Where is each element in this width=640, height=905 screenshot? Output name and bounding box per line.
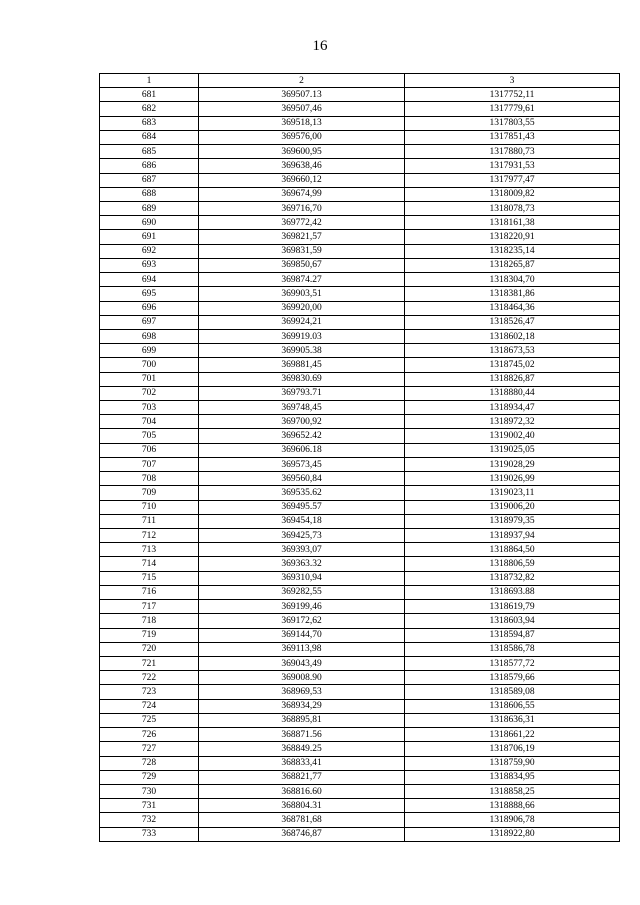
coordinate-x-cell: 369700,92 [199,415,405,429]
coordinate-x-cell: 369172,62 [199,614,405,628]
coordinate-x-cell: 369560,84 [199,472,405,486]
table-row [100,713,620,727]
coordinate-y-cell: 1317803,55 [405,116,620,130]
table-row [100,742,620,756]
coordinate-x-cell: 369573,45 [199,457,405,471]
table-row [100,429,620,443]
coordinate-y-cell: 1318602,18 [405,329,620,343]
table-body [100,88,620,842]
point-number-cell: 709 [100,486,199,500]
coordinate-x-cell: 369674,99 [199,187,405,201]
table-row [100,827,620,841]
coordinate-x-cell: 369310,94 [199,571,405,585]
table-row [100,557,620,571]
table-row [100,258,620,272]
table-row [100,287,620,301]
table-row [100,728,620,742]
coordinate-x-cell: 368871.56 [199,728,405,742]
coordinate-y-cell: 1318864,50 [405,543,620,557]
coordinate-y-cell: 1318220,91 [405,230,620,244]
coordinate-x-cell: 369043,49 [199,656,405,670]
coordinate-x-cell: 369113,98 [199,642,405,656]
table-row [100,401,620,415]
coordinate-y-cell: 1319025,05 [405,443,620,457]
coordinate-y-cell: 1318979,35 [405,514,620,528]
coordinate-y-cell: 1318161,38 [405,216,620,230]
coordinate-x-cell: 368816.60 [199,784,405,798]
coordinate-y-cell: 1318603,94 [405,614,620,628]
column-header-3: 3 [405,74,620,88]
coordinate-y-cell: 1318972,32 [405,415,620,429]
point-number-cell: 701 [100,372,199,386]
coordinate-x-cell: 369507,46 [199,102,405,116]
point-number-cell: 713 [100,543,199,557]
table-row [100,88,620,102]
coordinate-x-cell: 369748,45 [199,401,405,415]
point-number-cell: 695 [100,287,199,301]
coordinate-x-cell: 369199,46 [199,600,405,614]
table-row [100,244,620,258]
table-row [100,642,620,656]
point-number-cell: 719 [100,628,199,642]
table-row [100,543,620,557]
coordinate-x-cell: 369518,13 [199,116,405,130]
coordinate-x-cell: 368746,87 [199,827,405,841]
coordinate-y-cell: 1318661,22 [405,728,620,742]
coordinate-y-cell: 1318759,90 [405,756,620,770]
coordinate-x-cell: 368969,53 [199,685,405,699]
coordinate-y-cell: 1318888,66 [405,799,620,813]
coordinate-y-cell: 1317752,11 [405,88,620,102]
table-row [100,514,620,528]
coordinate-x-cell: 369830.69 [199,372,405,386]
coordinate-x-cell: 369924,21 [199,315,405,329]
point-number-cell: 681 [100,88,199,102]
point-number-cell: 708 [100,472,199,486]
coordinate-y-cell: 1318745,02 [405,358,620,372]
point-number-cell: 687 [100,173,199,187]
coordinate-y-cell: 1317977,47 [405,173,620,187]
coordinate-y-cell: 1317779,61 [405,102,620,116]
coordinates-table [99,73,620,842]
coordinate-x-cell: 369638,46 [199,159,405,173]
table-row [100,145,620,159]
table-row [100,571,620,585]
coordinate-y-cell: 1319023,11 [405,486,620,500]
table-row [100,600,620,614]
coordinate-x-cell: 369363.32 [199,557,405,571]
point-number-cell: 707 [100,457,199,471]
point-number-cell: 728 [100,756,199,770]
point-number-cell: 682 [100,102,199,116]
page-number: 16 [312,38,328,54]
point-number-cell: 729 [100,770,199,784]
table-row [100,699,620,713]
point-number-cell: 718 [100,614,199,628]
point-number-cell: 710 [100,500,199,514]
point-number-cell: 732 [100,813,199,827]
point-number-cell: 712 [100,529,199,543]
point-number-cell: 690 [100,216,199,230]
coordinate-x-cell: 369507.13 [199,88,405,102]
table-row [100,173,620,187]
table-row [100,472,620,486]
coordinate-x-cell: 369831,59 [199,244,405,258]
point-number-cell: 686 [100,159,199,173]
coordinate-y-cell: 1318693.88 [405,585,620,599]
coordinate-y-cell: 1318934,47 [405,401,620,415]
coordinate-x-cell: 369425,73 [199,529,405,543]
table-row [100,415,620,429]
table-row [100,329,620,343]
point-number-cell: 731 [100,799,199,813]
coordinate-y-cell: 1319028,29 [405,457,620,471]
coordinate-x-cell: 369874.27 [199,273,405,287]
table-row [100,500,620,514]
coordinate-x-cell: 369576,00 [199,130,405,144]
table-row [100,116,620,130]
coordinate-y-cell: 1318464,36 [405,301,620,315]
coordinate-x-cell: 369903,51 [199,287,405,301]
coordinate-x-cell: 369454,18 [199,514,405,528]
coordinate-x-cell: 369920,00 [199,301,405,315]
point-number-cell: 702 [100,386,199,400]
coordinate-x-cell: 369793.71 [199,386,405,400]
coordinate-y-cell: 1318619,79 [405,600,620,614]
coordinate-x-cell: 369008.90 [199,671,405,685]
point-number-cell: 714 [100,557,199,571]
point-number-cell: 697 [100,315,199,329]
coordinate-x-cell: 368934,29 [199,699,405,713]
coordinate-x-cell: 369282,55 [199,585,405,599]
coordinate-y-cell: 1319026,99 [405,472,620,486]
coordinate-y-cell: 1318937,94 [405,529,620,543]
point-number-cell: 698 [100,329,199,343]
coordinate-x-cell: 369919.03 [199,329,405,343]
coordinate-x-cell: 369772,42 [199,216,405,230]
coordinate-y-cell: 1318673,53 [405,344,620,358]
point-number-cell: 693 [100,258,199,272]
table-row [100,315,620,329]
point-number-cell: 689 [100,201,199,215]
coordinate-y-cell: 1318526,47 [405,315,620,329]
coordinate-y-cell: 1318606,55 [405,699,620,713]
coordinate-x-cell: 369144,70 [199,628,405,642]
table-row [100,685,620,699]
table-row [100,301,620,315]
table-header [100,74,620,88]
table-row [100,813,620,827]
coordinate-y-cell: 1318579,66 [405,671,620,685]
point-number-cell: 720 [100,642,199,656]
coordinate-y-cell: 1318577,72 [405,656,620,670]
coordinate-y-cell: 1317851,43 [405,130,620,144]
point-number-cell: 700 [100,358,199,372]
point-number-cell: 724 [100,699,199,713]
table-row [100,344,620,358]
point-number-cell: 704 [100,415,199,429]
table-row [100,756,620,770]
column-header-2: 2 [199,74,405,88]
table-row [100,628,620,642]
coordinate-x-cell: 368821,77 [199,770,405,784]
table-row [100,770,620,784]
coordinate-y-cell: 1318235,14 [405,244,620,258]
table-row [100,159,620,173]
point-number-cell: 703 [100,401,199,415]
point-number-cell: 725 [100,713,199,727]
coordinate-y-cell: 1318586,78 [405,642,620,656]
point-number-cell: 716 [100,585,199,599]
coordinate-x-cell: 368804.31 [199,799,405,813]
coordinate-x-cell: 369495.57 [199,500,405,514]
coordinate-x-cell: 369821,57 [199,230,405,244]
point-number-cell: 688 [100,187,199,201]
point-number-cell: 722 [100,671,199,685]
point-number-cell: 715 [100,571,199,585]
coordinate-x-cell: 369393,07 [199,543,405,557]
point-number-cell: 717 [100,600,199,614]
table-row [100,216,620,230]
point-number-cell: 691 [100,230,199,244]
coordinate-y-cell: 1318706,19 [405,742,620,756]
coordinate-y-cell: 1318732,82 [405,571,620,585]
table-row [100,443,620,457]
table-row [100,614,620,628]
point-number-cell: 726 [100,728,199,742]
table-row [100,656,620,670]
table-row [100,799,620,813]
point-number-cell: 711 [100,514,199,528]
coordinate-x-cell: 369535.62 [199,486,405,500]
coordinate-x-cell: 369600,95 [199,145,405,159]
coordinate-y-cell: 1317880,73 [405,145,620,159]
coordinate-x-cell: 369905.38 [199,344,405,358]
coordinate-y-cell: 1318009,82 [405,187,620,201]
point-number-cell: 699 [100,344,199,358]
table-row [100,671,620,685]
table-row [100,372,620,386]
table-row [100,529,620,543]
coordinate-y-cell: 1318834,95 [405,770,620,784]
coordinate-x-cell: 369716,70 [199,201,405,215]
point-number-cell: 733 [100,827,199,841]
coordinate-y-cell: 1318381,86 [405,287,620,301]
coordinate-y-cell: 1318078,73 [405,201,620,215]
point-number-cell: 685 [100,145,199,159]
point-number-cell: 684 [100,130,199,144]
point-number-cell: 706 [100,443,199,457]
coordinate-y-cell: 1319002,40 [405,429,620,443]
point-number-cell: 730 [100,784,199,798]
table-row [100,201,620,215]
point-number-cell: 727 [100,742,199,756]
table-row [100,486,620,500]
table-row [100,130,620,144]
table-row [100,102,620,116]
table-row [100,457,620,471]
table-row [100,187,620,201]
point-number-cell: 692 [100,244,199,258]
coordinate-x-cell: 369850,67 [199,258,405,272]
coordinate-y-cell: 1318594,87 [405,628,620,642]
coordinate-x-cell: 369881,45 [199,358,405,372]
coordinate-y-cell: 1318304,70 [405,273,620,287]
coordinate-y-cell: 1318880,44 [405,386,620,400]
coordinate-y-cell: 1318922,80 [405,827,620,841]
point-number-cell: 705 [100,429,199,443]
coordinate-x-cell: 368849.25 [199,742,405,756]
point-number-cell: 694 [100,273,199,287]
coordinate-y-cell: 1317931,53 [405,159,620,173]
coordinate-y-cell: 1318636,31 [405,713,620,727]
table-row [100,784,620,798]
coordinate-x-cell: 369660,12 [199,173,405,187]
point-number-cell: 696 [100,301,199,315]
point-number-cell: 721 [100,656,199,670]
table-row [100,386,620,400]
coordinate-y-cell: 1318806,59 [405,557,620,571]
coordinate-x-cell: 368895,81 [199,713,405,727]
point-number-cell: 683 [100,116,199,130]
table-row [100,230,620,244]
table-row [100,585,620,599]
coordinate-y-cell: 1319006,20 [405,500,620,514]
table-row [100,273,620,287]
coordinate-x-cell: 369652.42 [199,429,405,443]
coordinate-y-cell: 1318826,87 [405,372,620,386]
coordinate-y-cell: 1318589,08 [405,685,620,699]
point-number-cell: 723 [100,685,199,699]
coordinate-x-cell: 369606.18 [199,443,405,457]
header-row [100,74,620,88]
coordinate-x-cell: 368781,68 [199,813,405,827]
coordinate-y-cell: 1318906,78 [405,813,620,827]
coordinate-y-cell: 1318858,25 [405,784,620,798]
table-row [100,358,620,372]
coordinate-y-cell: 1318265,87 [405,258,620,272]
column-header-1: 1 [100,74,199,88]
coordinate-x-cell: 368833,41 [199,756,405,770]
